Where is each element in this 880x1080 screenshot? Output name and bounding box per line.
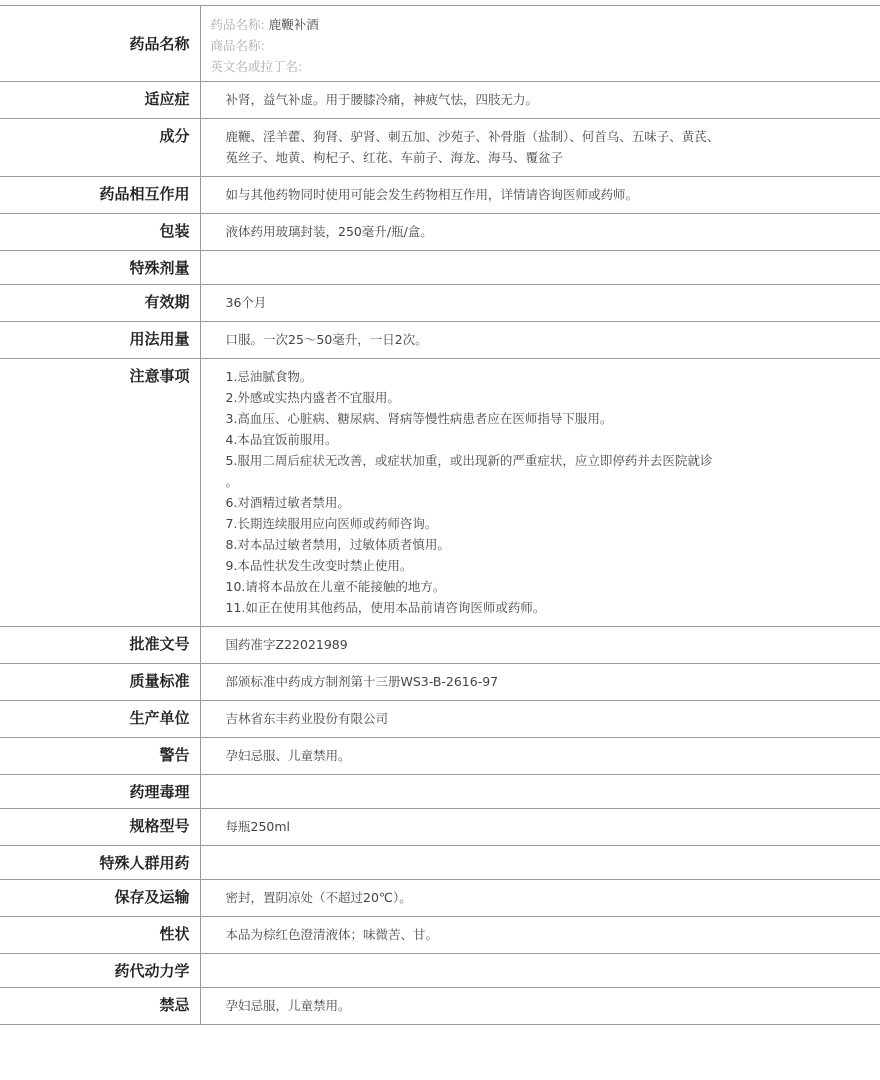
- label-product-names: 药品名称: [0, 6, 200, 82]
- precaution-item: 7.长期连续服用应向医师或药师咨询。: [225, 516, 438, 531]
- label-storage: 保存及运输: [0, 880, 200, 917]
- value-shelf-life: 36个月: [200, 285, 880, 322]
- value-indications: 补肾，益气补虚。用于腰膝冷痛，神疲气怯，四肢无力。: [200, 82, 880, 119]
- value-special-dosage: [200, 251, 880, 285]
- row-approval-number: [0, 627, 880, 664]
- label-drug-interactions: 药品相互作用: [0, 177, 200, 214]
- precaution-item: 2.外感或实热内盛者不宜服用。: [225, 390, 400, 405]
- row-shelf-life: [0, 285, 880, 322]
- product-names-cell: [200, 6, 880, 82]
- value-quality-standard: 部颁标准中药成方制剂第十三册WS3-B-2616-97: [200, 664, 880, 701]
- value-description: 本品为棕红色澄清液体；味微苦、甘。: [200, 917, 880, 954]
- row-quality-standard: [0, 664, 880, 701]
- row-storage: [0, 880, 880, 917]
- label-contraindications: 禁忌: [0, 988, 200, 1025]
- row-contraindications: [0, 988, 880, 1025]
- value-contraindications: 孕妇忌服，儿童禁用。: [200, 988, 880, 1025]
- trade-name-key: 商品名称:: [210, 38, 265, 53]
- precaution-item: 5.服用二周后症状无改善，或症状加重，或出现新的严重症状，应立即停药并去医院就诊: [225, 453, 713, 468]
- row-pharmacokinetics: [0, 954, 880, 988]
- precaution-item: 1.忌油腻食物。: [225, 369, 313, 384]
- value-specification: 每瓶250ml: [200, 809, 880, 846]
- value-ingredients: [200, 119, 880, 177]
- label-specification: 规格型号: [0, 809, 200, 846]
- row-indications: [0, 82, 880, 119]
- row-description: [0, 917, 880, 954]
- value-warning: 孕妇忌服、儿童禁用。: [200, 738, 880, 775]
- value-drug-interactions: 如与其他药物同时使用可能会发生药物相互作用，详情请咨询医师或药师。: [200, 177, 880, 214]
- value-dosage: 口服。一次25～50毫升，一日2次。: [200, 322, 880, 359]
- drug-name-line: [211, 14, 871, 35]
- precaution-item: 。: [225, 474, 239, 489]
- label-pharmacokinetics: 药代动力学: [0, 954, 200, 988]
- label-indications: 适应症: [0, 82, 200, 119]
- value-approval-number: 国药准字Z22021989: [200, 627, 880, 664]
- drug-name-value: 鹿鞭补酒: [268, 17, 319, 32]
- label-approval-number: 批准文号: [0, 627, 200, 664]
- ingredients-line: 菟丝子、地黄、枸杞子、红花、车前子、海龙、海马、覆盆子: [225, 150, 564, 165]
- label-warning: 警告: [0, 738, 200, 775]
- value-precautions: [200, 359, 880, 627]
- drug-spec-table: [0, 5, 880, 1025]
- row-manufacturer: [0, 701, 880, 738]
- value-packaging: 液体药用玻璃封装，250毫升/瓶/盒。: [200, 214, 880, 251]
- row-special-dosage: [0, 251, 880, 285]
- row-warning: [0, 738, 880, 775]
- english-name-key: 英文名或拉丁名:: [210, 59, 303, 74]
- label-special-populations: 特殊人群用药: [0, 846, 200, 880]
- row-drug-interactions: [0, 177, 880, 214]
- label-shelf-life: 有效期: [0, 285, 200, 322]
- value-manufacturer: 吉林省东丰药业股份有限公司: [200, 701, 880, 738]
- row-precautions: [0, 359, 880, 627]
- row-ingredients: [0, 119, 880, 177]
- label-dosage: 用法用量: [0, 322, 200, 359]
- label-ingredients: 成分: [0, 119, 200, 177]
- precaution-item: 8.对本品过敏者禁用，过敏体质者慎用。: [225, 537, 450, 552]
- precaution-item: 6.对酒精过敏者禁用。: [225, 495, 350, 510]
- row-packaging: [0, 214, 880, 251]
- label-packaging: 包装: [0, 214, 200, 251]
- row-special-populations: [0, 846, 880, 880]
- trade-name-line: [211, 35, 871, 56]
- label-description: 性状: [0, 917, 200, 954]
- row-product-names: [0, 6, 880, 82]
- label-quality-standard: 质量标准: [0, 664, 200, 701]
- label-special-dosage: 特殊剂量: [0, 251, 200, 285]
- ingredients-line: 鹿鞭、淫羊藿、狗肾、驴肾、刺五加、沙苑子、补骨脂（盐制）、何首乌、五味子、黄芪、: [225, 129, 720, 144]
- label-manufacturer: 生产单位: [0, 701, 200, 738]
- value-pharmacology-toxicology: [200, 775, 880, 809]
- label-precautions: 注意事项: [0, 359, 200, 627]
- row-pharmacology-toxicology: [0, 775, 880, 809]
- precaution-item: 10.请将本品放在儿童不能接触的地方。: [225, 579, 446, 594]
- precaution-item: 11.如正在使用其他药品，使用本品前请咨询医师或药师。: [225, 600, 546, 615]
- row-specification: [0, 809, 880, 846]
- value-special-populations: [200, 846, 880, 880]
- value-pharmacokinetics: [200, 954, 880, 988]
- precaution-item: 3.高血压、心脏病、糖尿病、肾病等慢性病患者应在医师指导下服用。: [225, 411, 613, 426]
- drug-name-key: 药品名称:: [210, 17, 265, 32]
- precaution-item: 4.本品宜饭前服用。: [225, 432, 338, 447]
- row-dosage: [0, 322, 880, 359]
- value-storage: 密封，置阴凉处（不超过20℃）。: [200, 880, 880, 917]
- precaution-item: 9.本品性状发生改变时禁止使用。: [225, 558, 413, 573]
- english-name-line: [211, 56, 871, 77]
- label-pharmacology-toxicology: 药理毒理: [0, 775, 200, 809]
